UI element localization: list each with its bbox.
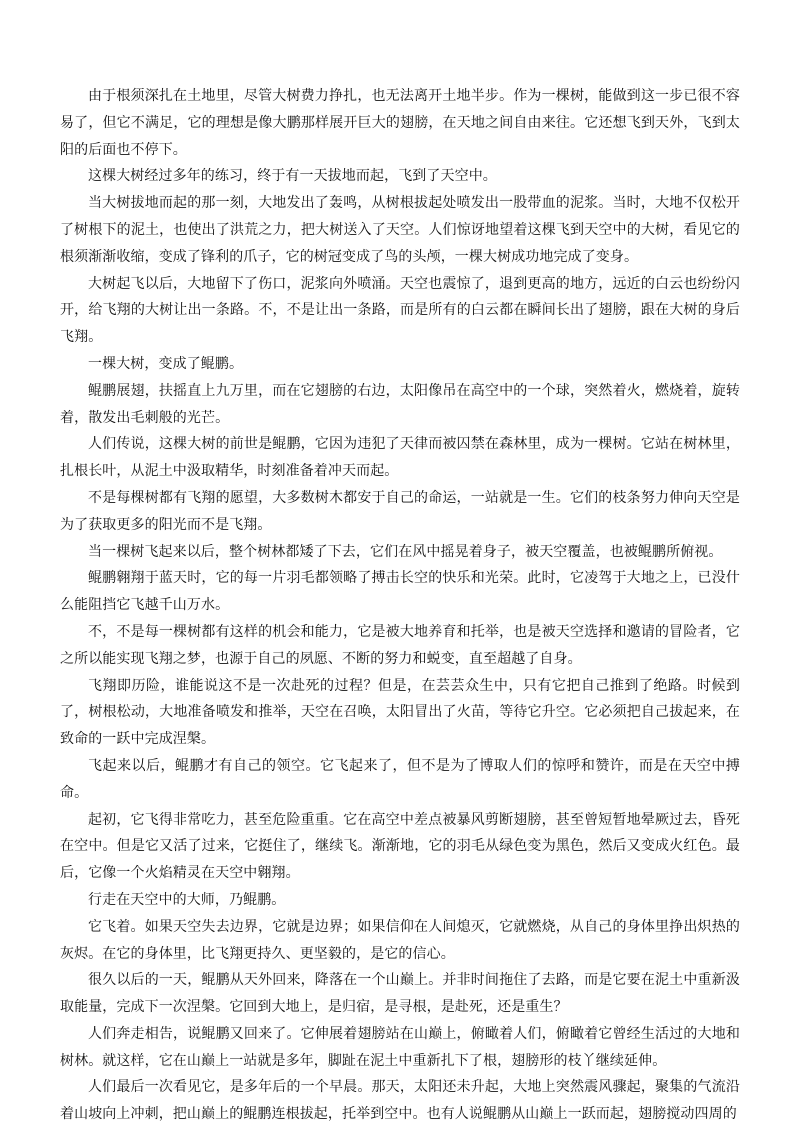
paragraph-17: 很久以后的一天，鲲鹏从天外回来，降落在一个山巅上。并非时间拖住了去路，而是它要在泥土中重新汲取能量，完成下一次涅槃。它回到大地上，是归宿，是寻根，是赴死，还是重生？ [60, 972, 740, 1016]
paragraph-1: 由于根须深扎在土地里，尽管大树费力挣扎，也无法离开土地半步。作为一棵树，能做到这一步已很不容易了，但它不满足，它的理想是像大鹏那样展开巨大的翅膀，在天地之间自由来往。它还想飞到天外，飞到太阳的后面也不停下。 [60, 88, 740, 158]
paragraph-12: 飞翔即历险，谁能说这不是一次赴死的过程？但是，在芸芸众生中，只有它把自己推到了绝路。时候到了，树根松动，大地准备喷发和推举，天空在召唤，太阳冒出了火苗，等待它升空。它必须把自己拔起来，在致命的一跃中完成涅槃。 [60, 677, 740, 748]
paragraph-6: 鲲鹏展翅，扶摇直上九万里，而在它翅膀的右边，太阳像吊在高空中的一个球，突然着火，燃烧着，旋转着，散发出毛刺般的光芒。 [60, 382, 740, 426]
paragraph-8: 不是每棵树都有飞翔的愿望，大多数树木都安于自己的命运，一站就是一生。它们的枝条努力伸向天空是为了获取更多的阳光而不是飞翔。 [60, 489, 740, 533]
paragraph-3: 当大树拔地而起的那一刻，大地发出了轰鸣，从树根拔起处喷发出一股带血的泥浆。当时，大地不仅松开了树根下的泥土，也使出了洪荒之力，把大树送入了天空。人们惊讶地望着这棵飞到天空中的大树，看见它的根须渐渐收缩，变成了锋利的爪子，它的树冠变成了鸟的头颅，一棵大树成功地完成了变身。 [60, 195, 740, 265]
paragraph-18: 人们奔走相告，说鲲鹏又回来了。它伸展着翅膀站在山巅上，俯瞰着人们，俯瞰着它曾经生活过的大地和树林。就这样，它在山巅上一站就是多年，脚趾在泥土中重新扎下了根，翅膀形的枝丫继续延伸。 [60, 1025, 740, 1069]
paragraph-15: 行走在天空中的大师，乃鲲鹏。 [88, 891, 286, 908]
paragraph-4: 大树起飞以后，大地留下了伤口，泥浆向外喷涌。天空也震惊了，退到更高的地方，远近的白云也纷纷闪开，给飞翔的大树让出一条路。不，不是让出一条路，而是所有的白云都在瞬间长出了翅膀，跟在大树的身后飞翔。 [60, 275, 740, 346]
paragraph-13: 飞起来以后，鲲鹏才有自己的领空。它飞起来了，但不是为了博取人们的惊呼和赞许，而是在天空中搏命。 [60, 757, 740, 801]
paragraph-10: 鲲鹏翱翔于蓝天时，它的每一片羽毛都领略了搏击长空的快乐和光荣。此时，它凌驾于大地之上，已没什么能阻挡它飞越千山万水。 [60, 570, 740, 614]
paragraph-9: 当一棵树飞起来以后，整个树林都矮了下去，它们在风中摇晃着身子，被天空覆盖，也被鲲鹏所俯视。 [88, 543, 723, 560]
paragraph-19: 人们最后一次看见它，是多年后的一个早晨。那天，太阳还未升起，大地上突然震风骤起，聚集的气流沿着山坡向上冲刺，把山巅上的鲲鹏连根拔起，托举到空中。也有人说鲲鹏从山巅上一跃而起，翅膀搅动四周的 [60, 1079, 740, 1123]
paragraph-5: 一棵大树，变成了鲲鹏。 [88, 355, 244, 372]
document-body [60, 83, 740, 1128]
paragraph-16: 它飞着。如果天空失去边界，它就是边界；如果信仰在人间熄灭，它就燃烧，从自己的身体里挣出炽热的灰烬。在它的身体里，比飞翔更持久、更坚毅的，是它的信心。 [60, 918, 740, 962]
paragraph-2: 这棵大树经过多年的练习，终于有一天拔地而起，飞到了天空中。 [88, 168, 497, 185]
paragraph-7: 人们传说，这棵大树的前世是鲲鹏，它因为违犯了天律而被囚禁在森林里，成为一棵树。它站在树林里，扎根长叶，从泥土中汲取精华，时刻准备着冲天而起。 [60, 436, 740, 480]
paragraph-14: 起初，它飞得非常吃力，甚至危险重重。它在高空中差点被暴风剪断翅膀，甚至曾短暂地晕厥过去，昏死在空中。但是它又活了过来，它挺住了，继续飞。渐渐地，它的羽毛从绿色变为黑色，然后又变成火红色。最后，它像一个火焰精灵在天空中翱翔。 [60, 811, 740, 882]
paragraph-11: 不，不是每一棵树都有这样的机会和能力，它是被大地养育和托举，也是被天空选择和邀请的冒险者，它之所以能实现飞翔之梦，也源于自己的夙愿、不断的努力和蜕变，直至超越了自身。 [60, 623, 740, 667]
